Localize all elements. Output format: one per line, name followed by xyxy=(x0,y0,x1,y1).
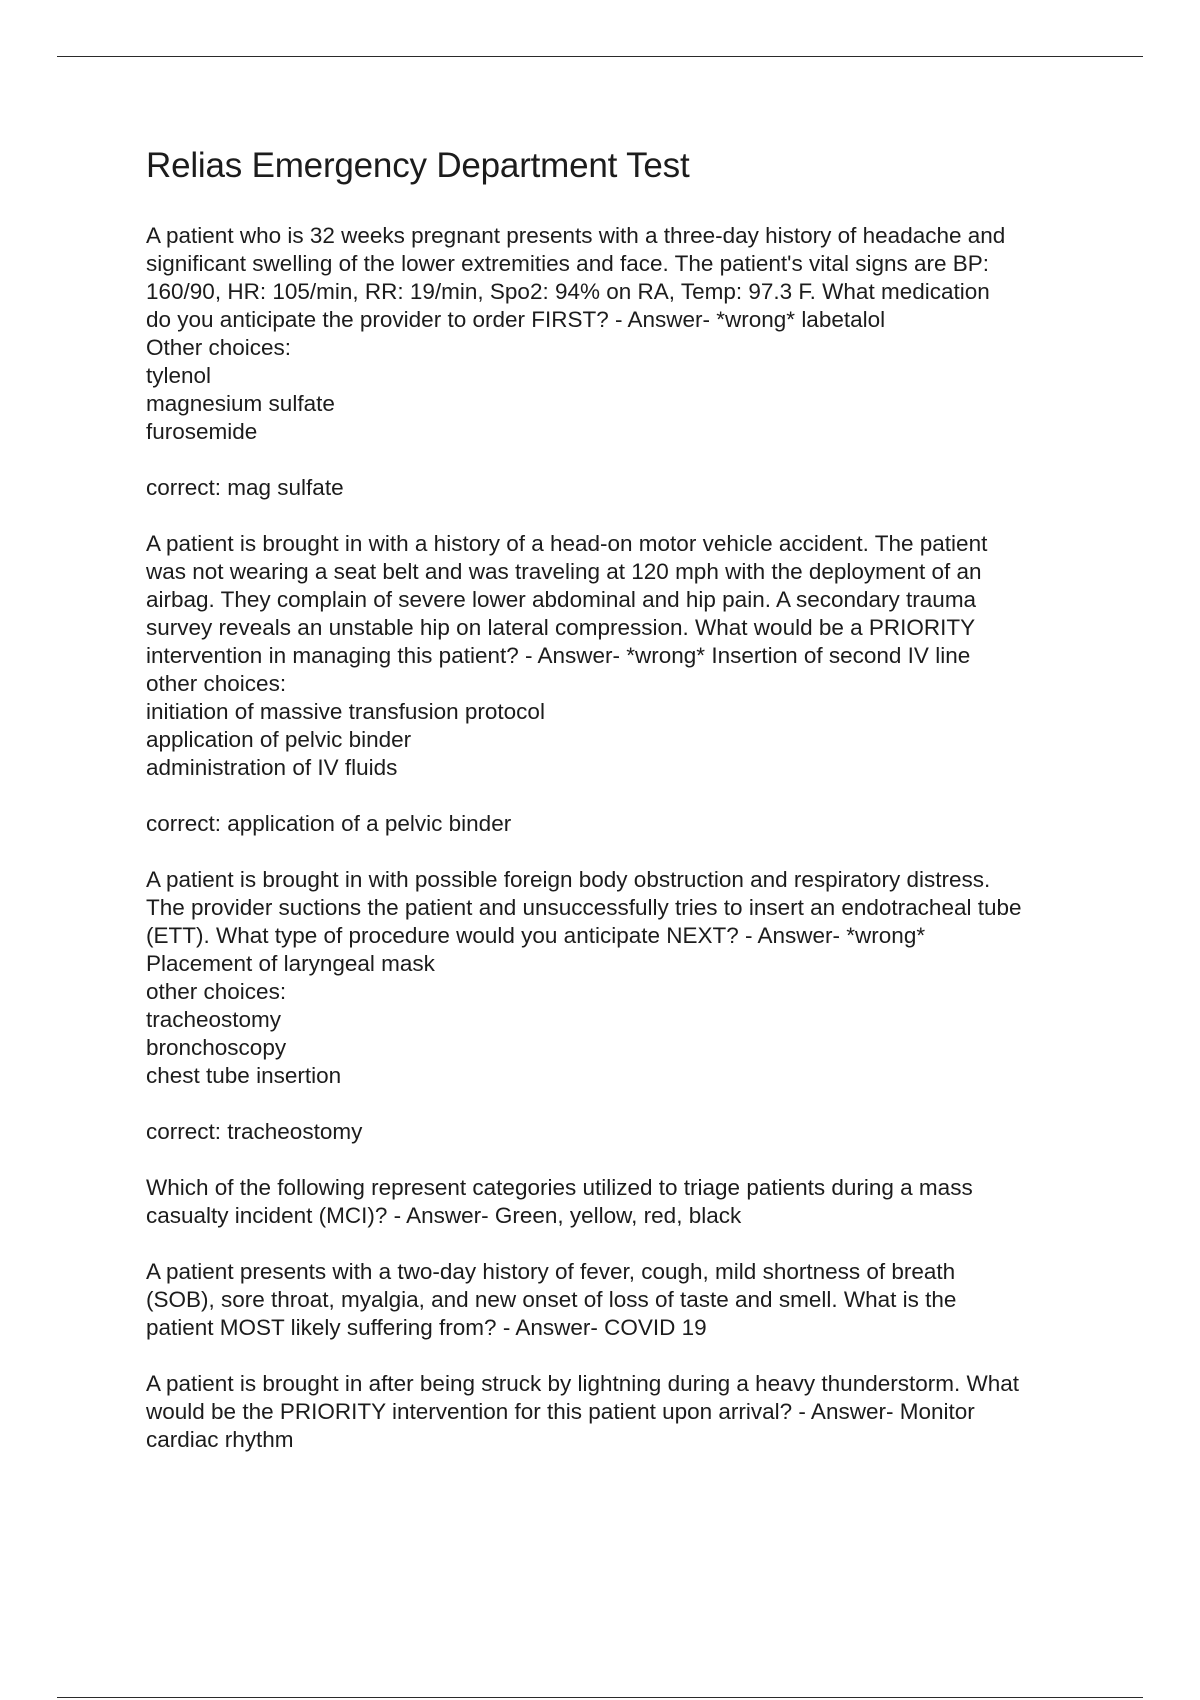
text-line: Placement of laryngeal mask xyxy=(146,951,435,976)
text-line: Other choices: xyxy=(146,335,292,360)
text-line: do you anticipate the provider to order FIRST? - Answer- *wrong* labetalol xyxy=(146,307,886,332)
text-block xyxy=(146,222,1106,446)
text-line: Which of the following represent categories utilized to triage patients during a mass xyxy=(146,1175,973,1200)
text-block xyxy=(146,474,1106,502)
text-line: (ETT). What type of procedure would you anticipate NEXT? - Answer- *wrong* xyxy=(146,923,926,948)
text-line: 160/90, HR: 105/min, RR: 19/min, Spo2: 94% on RA, Temp: 97.3 F. What medication xyxy=(146,279,990,304)
text-line: tylenol xyxy=(146,363,212,388)
question-list xyxy=(146,222,1106,1454)
text-line: chest tube insertion xyxy=(146,1063,342,1088)
text-block xyxy=(146,1118,1106,1146)
text-line: was not wearing a seat belt and was traveling at 120 mph with the deployment of an xyxy=(146,559,982,584)
text-block xyxy=(146,866,1106,1090)
text-line: furosemide xyxy=(146,419,258,444)
text-line: A patient is brought in after being struck by lightning during a heavy thunderstorm. What xyxy=(146,1371,1019,1396)
text-line: airbag. They complain of severe lower abdominal and hip pain. A secondary trauma xyxy=(146,587,977,612)
text-block xyxy=(146,530,1106,782)
text-line: A patient is brought in with a history of a head-on motor vehicle accident. The patient xyxy=(146,531,988,556)
text-line: administration of IV fluids xyxy=(146,755,398,780)
text-line: correct: tracheostomy xyxy=(146,1119,363,1144)
text-line: bronchoscopy xyxy=(146,1035,287,1060)
text-line: application of pelvic binder xyxy=(146,727,412,752)
text-line: A patient is brought in with possible foreign body obstruction and respiratory distress. xyxy=(146,867,991,892)
text-line: intervention in managing this patient? - Answer- *wrong* Insertion of second IV line xyxy=(146,643,971,668)
text-block xyxy=(146,810,1106,838)
text-line: correct: mag sulfate xyxy=(146,475,344,500)
text-line: (SOB), sore throat, myalgia, and new onset of loss of taste and smell. What is the xyxy=(146,1287,957,1312)
text-line: initiation of massive transfusion protocol xyxy=(146,699,545,724)
text-line: other choices: xyxy=(146,979,287,1004)
text-line: magnesium sulfate xyxy=(146,391,335,416)
text-line: A patient presents with a two-day history of fever, cough, mild shortness of breath xyxy=(146,1259,956,1284)
text-line: other choices: xyxy=(146,671,287,696)
text-line: correct: application of a pelvic binder xyxy=(146,811,512,836)
text-block xyxy=(146,1174,1106,1230)
top-rule xyxy=(57,56,1143,57)
text-line: A patient who is 32 weeks pregnant presents with a three-day history of headache and xyxy=(146,223,1006,248)
document-title: Relias Emergency Department Test xyxy=(146,146,690,185)
text-line: casualty incident (MCI)? - Answer- Green, yellow, red, black xyxy=(146,1203,742,1228)
text-line: survey reveals an unstable hip on lateral compression. What would be a PRIORITY xyxy=(146,615,976,640)
text-line: patient MOST likely suffering from? - Answer- COVID 19 xyxy=(146,1315,707,1340)
text-block xyxy=(146,1258,1106,1342)
document-body xyxy=(146,140,1106,1482)
text-line: The provider suctions the patient and unsuccessfully tries to insert an endotracheal tube xyxy=(146,895,1022,920)
text-line: cardiac rhythm xyxy=(146,1427,294,1452)
bottom-rule xyxy=(57,1697,1143,1698)
text-line: significant swelling of the lower extremities and face. The patient's vital signs are BP: xyxy=(146,251,990,276)
text-line: would be the PRIORITY intervention for this patient upon arrival? - Answer- Monitor xyxy=(146,1399,975,1424)
text-line: tracheostomy xyxy=(146,1007,282,1032)
text-block xyxy=(146,1370,1106,1454)
